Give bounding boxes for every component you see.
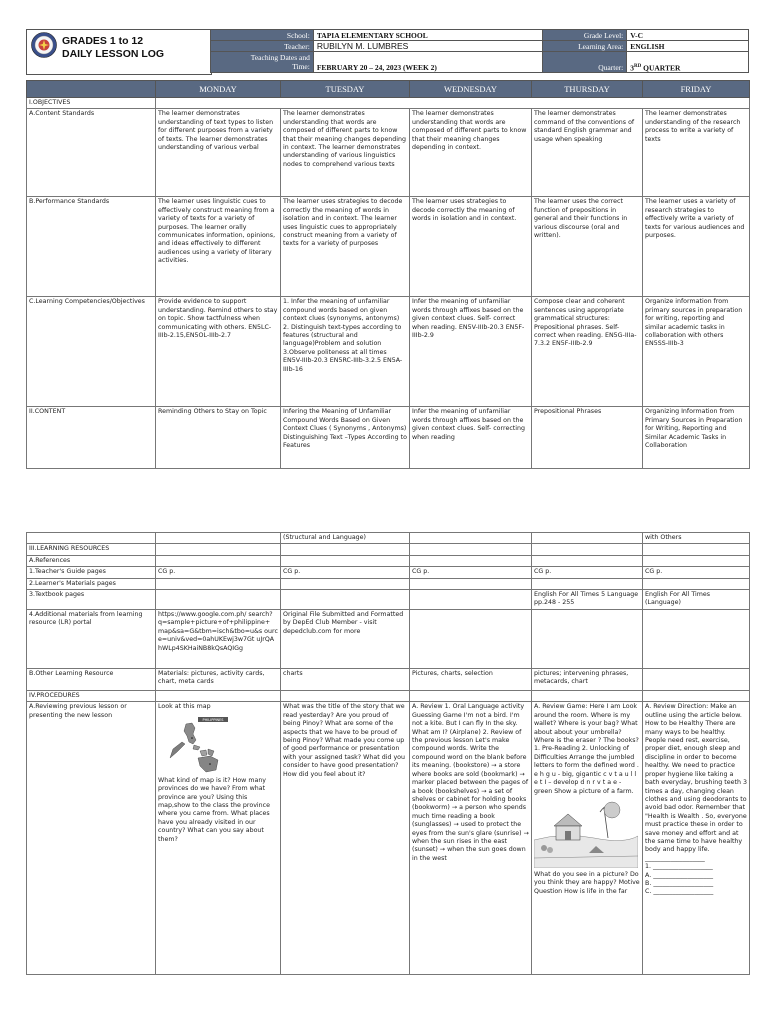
- review-tuesday: What was the title of the story that we read yesterday? Are you proud of being Pinoy? What are some of the aspects that we have to be proud of being Pinoy? What made you come up of good performance or presentation with your assigned task? What did you consider to have good presentation? How did you feel about it?: [281, 702, 410, 975]
- references-thursday: [532, 555, 643, 566]
- content-label: II.CONTENT: [27, 407, 156, 469]
- content-cont-tuesday: (Structural and Language): [281, 533, 410, 544]
- day-header-monday: MONDAY: [156, 81, 281, 98]
- other-resource-tuesday: charts: [281, 669, 410, 691]
- teacher-label: Teacher:: [211, 41, 314, 52]
- content-standards-monday: The learner demonstrates understanding of text types to listen for different purposes from a variety of texts. The learner demonstrates understanding of various verbal: [156, 109, 281, 197]
- resources-heading-thursday: [532, 544, 643, 555]
- content-cont-thursday: [532, 533, 643, 544]
- lr-wednesday: [410, 610, 532, 669]
- performance-standards-monday: The learner uses linguistic cues to effectively construct meaning from a variety of texts for a variety of purposes. The learner orally communicates information, opinions, and ideas effectively to different audiences using a variety of literary activities.: [156, 197, 281, 297]
- quarter-superscript: RD: [634, 63, 642, 69]
- content-monday: Reminding Others to Stay on Topic: [156, 407, 281, 469]
- content-standards-wednesday: The learner demonstrates understanding that words are composed of different parts to know that their meaning changes depending in context.: [410, 109, 532, 197]
- dates-label: [211, 52, 314, 73]
- other-resource-wednesday: Pictures, charts, selection: [410, 669, 532, 691]
- lm-friday: [643, 578, 750, 589]
- other-resource-thursday: pictures; intervening phrases, metacards, chart: [532, 669, 643, 691]
- objectives-heading: I.OBJECTIVES: [27, 98, 156, 109]
- performance-standards-wednesday: The learner uses strategies to decode correctly the meaning of words in isolation and in context.: [410, 197, 532, 297]
- friday-blank-2: A. ___________________: [645, 871, 714, 879]
- day-header-friday: FRIDAY: [643, 81, 750, 98]
- competencies-wednesday: Infer the meaning of unfamiliar words through affixes based on the given context clues. Self- correct when reading. EN5V-IIIb-20.3 EN5F-IIIb-2.9: [410, 297, 532, 407]
- lr-monday[interactable]: https://www.google.com.ph/ search? q=sample+picture+of+philippine+ map&sa=G&tbm=isch&tbo=u&s ource=univ&ved=0ahUKEwj3w7Gt uJrQAhWLp4SKHaiNB8kQsAQIGg: [156, 610, 281, 669]
- school-value: TAPIA ELEMENTARY SCHOOL: [313, 30, 543, 41]
- performance-standards-thursday: The learner uses the correct function of prepositions in general and their functions in various discourse (oral and written).: [532, 197, 643, 297]
- title-grades: GRADES 1 to 12: [62, 35, 144, 47]
- area-value: ENGLISH: [627, 41, 749, 52]
- review-friday: [643, 702, 750, 975]
- tb-friday: English For All Times (Language): [643, 590, 750, 610]
- corner-header: [27, 81, 156, 98]
- grade-value: V-C: [627, 30, 749, 41]
- deped-seal-icon: [31, 32, 57, 58]
- procedures-heading-thursday: [532, 691, 643, 702]
- lm-monday: [156, 578, 281, 589]
- lesson-grid-page2: [26, 532, 750, 975]
- procedures-heading-monday: [156, 691, 281, 702]
- farm-picture: [534, 798, 638, 868]
- other-resource-monday: Materials: pictures, activity cards, chart, meta cards: [156, 669, 281, 691]
- friday-blank-4: C. ___________________: [645, 888, 714, 896]
- grade-label: Grade Level:: [543, 30, 627, 41]
- content-standards-label: A.Content Standards: [27, 109, 156, 197]
- content-cont-friday: with Others: [643, 533, 750, 544]
- title-dll: DAILY LESSON LOG: [62, 48, 165, 60]
- lm-thursday: [532, 578, 643, 589]
- day-header-thursday: THURSDAY: [532, 81, 643, 98]
- content-cont-wednesday: [410, 533, 532, 544]
- resources-heading: III.LEARNING RESOURCES: [27, 544, 156, 555]
- content-standards-thursday: The learner demonstrates command of the conventions of standard English grammar and usage when speaking: [532, 109, 643, 197]
- content-wednesday: Infer the meaning of unfamiliar words through affixes based on the given context clues. Self- correcting when reading: [410, 407, 532, 469]
- area-label: Learning Area:: [543, 41, 627, 52]
- references-wednesday: [410, 555, 532, 566]
- quarter-label: Quarter:: [543, 52, 627, 73]
- quarter-value: [627, 52, 749, 73]
- lesson-grid-page1: [26, 80, 750, 469]
- friday-blank-3: B. ___________________: [645, 879, 714, 887]
- tg-wednesday: CG p.: [410, 567, 532, 578]
- content-cont-label: [27, 533, 156, 544]
- tg-thursday: CG p.: [532, 567, 643, 578]
- competencies-friday: Organize information from primary sources in preparation for writing, reporting and similar academic tasks in collaboration with others EN5SS-IIIb-3: [643, 297, 750, 407]
- lr-label: 4.Additional materials from learning resource (LR) portal: [27, 610, 156, 669]
- objectives-heading-span: [156, 98, 750, 109]
- day-header-wednesday: WEDNESDAY: [410, 81, 532, 98]
- review-thursday-bottom: What do you see in a picture? Do you think they are happy? Motive Question How is life in the far: [534, 870, 640, 895]
- performance-standards-friday: The learner uses a variety of research strategies to effectively write a variety of texts for various audiences and purposes.: [643, 197, 750, 297]
- content-cont-monday: [156, 533, 281, 544]
- other-resource-friday: [643, 669, 750, 691]
- procedures-heading: IV.PROCEDURES: [27, 691, 156, 702]
- content-standards-friday: The learner demonstrates understanding of the research process to write a variety of texts: [643, 109, 750, 197]
- friday-blank-1: 1. ___________________: [645, 863, 713, 871]
- content-tuesday: Infering the Meaning of Unfamiliar Compound Words Based on Given Context Clues ( Synonyms , Antonyms) Distinguishing Text –Types According to Features: [281, 407, 410, 469]
- lr-friday: [643, 610, 750, 669]
- review-friday-text: A. Review Direction: Make an outline using the article below. How to be Healthy There are many ways to be healthy. People need rest, exercise, proper diet, enough sleep and discipline in order to become healthy. We need to practice proper hygiene like taking a bath everyday, brushing teeth 3 times a day, changing clean clothes and using deodorants to avoid bad odor. Remember that "Health is Wealth . So, everyone must practice these in order to save money and effort and at the same time to have healthy body and happy life.: [645, 703, 747, 854]
- lm-wednesday: [410, 578, 532, 589]
- review-monday-questions: What kind of map is it? How many provinces do we have? From what province are you? Using this map,show to the class the province where you came from. What places have you already visited in our country? What can you say about them?: [158, 776, 270, 843]
- school-info-table: [210, 29, 749, 73]
- competencies-thursday: Compose clear and coherent sentences using appropriate grammatical structures: Prepositional phrases. Self- correct when reading. EN5G-IIIa-7.3.2 EN5F-IIIb-2.9: [532, 297, 643, 407]
- performance-standards-tuesday: The learner uses strategies to decode correctly the meaning of words in isolation and in context. The learner uses linguistic cues to appropriately construct meaning from a variety of texts for a variety of purposes: [281, 197, 410, 297]
- tb-tuesday: [281, 590, 410, 610]
- resources-heading-wednesday: [410, 544, 532, 555]
- other-resource-label: B.Other Learning Resource: [27, 669, 156, 691]
- quarter-number: 3: [630, 63, 635, 72]
- tg-label: 1.Teacher's Guide pages: [27, 567, 156, 578]
- performance-standards-label: B.Performance Standards: [27, 197, 156, 297]
- tg-monday: CG p.: [156, 567, 281, 578]
- dates-value: FEBRUARY 20 – 24, 2023 (WEEK 2): [313, 52, 543, 73]
- review-monday-intro: Look at this map: [158, 703, 211, 711]
- philippine-map-image: [158, 714, 258, 774]
- review-wednesday: A. Review 1. Oral Language activity Guessing Game I'm not a bird. I'm not a kite. But I can fly In the sky. What am I? (Airplane) 2. Review of the previous lesson Let's make compound words. Write the compound word on the blank before its meaning. (bookstore) → a store where books are sold (bookmark) → marker placed between the pages of a book (bookshelves) → a set of shelves or cabinet for holding books (bookworm) → a person who spends much time reading a book (sunglasses) → used to protect the eyes from the sun's glare (sunrise) → when the sun rises in the east (sunset) → when the sun goes down in the west: [410, 702, 532, 975]
- quarter-text: QUARTER: [643, 63, 681, 72]
- tb-wednesday: [410, 590, 532, 610]
- review-monday: [156, 702, 281, 975]
- friday-blank-0: ___________________: [645, 854, 705, 862]
- day-header-tuesday: TUESDAY: [281, 81, 410, 98]
- review-thursday-top: A. Review Game: Here I am Look around the room. Where is my wallet? Where is your bag? What about about your umbrella? Where is the eraser ? The books? 1. Pre-Reading 2. Unlocking of Difficulties Arrange the jumbled letters to form the defined word . e h g u - big, gigantic c v t a u l l e t I – develop d n r v t a e - green Show a picture of a farm.: [534, 703, 639, 795]
- review-label: A.Reviewing previous lesson or presenting the new lesson: [27, 702, 156, 975]
- map-caption: PHILIPPINES: [202, 717, 224, 722]
- references-tuesday: [281, 555, 410, 566]
- competencies-monday: Provide evidence to support understanding. Remind others to stay on topic. Show tactfulness when communicating with others. EN5LC-IIIb-2.15,EN5OL-IIIb-2.7: [156, 297, 281, 407]
- competencies-label: C.Learning Competencies/Objectives: [27, 297, 156, 407]
- teacher-value: RUBILYN M. LUMBRES: [313, 41, 543, 52]
- references-monday: [156, 555, 281, 566]
- lr-tuesday: Original File Submitted and Formatted by DepEd Club Member - visit depedclub.com for more: [281, 610, 410, 669]
- procedures-heading-wednesday: [410, 691, 532, 702]
- procedures-heading-friday: [643, 691, 750, 702]
- competencies-tuesday: 1. Infer the meaning of unfamiliar compound words based on given context clues (synonyms, antonyms) 2. Distinguish text-types according to features (structural and language)Problem and solution 3.Observe politeness at all times EN5V-IIIb-20.3 EN5RC-IIIb-3.2.5 EN5A-IIIb-16: [281, 297, 410, 407]
- procedures-heading-tuesday: [281, 691, 410, 702]
- lm-label: 2.Learner's Materials pages: [27, 578, 156, 589]
- tb-label: 3.Textbook pages: [27, 590, 156, 610]
- tb-thursday: English For All Times 5 Language pp.248 - 255: [532, 590, 643, 610]
- references-label: A.References: [27, 555, 156, 566]
- dates-label-line1: Teaching Dates and: [250, 53, 310, 62]
- resources-heading-friday: [643, 544, 750, 555]
- review-thursday: [532, 702, 643, 975]
- content-thursday: Prepositional Phrases: [532, 407, 643, 469]
- resources-heading-monday: [156, 544, 281, 555]
- references-friday: [643, 555, 750, 566]
- school-label: School:: [211, 30, 314, 41]
- lm-tuesday: [281, 578, 410, 589]
- content-friday: Organizing Information from Primary Sources in Preparation for Writing, Reporting and Similar Academic Tasks in Collaboration: [643, 407, 750, 469]
- lr-thursday: [532, 610, 643, 669]
- tg-tuesday: CG p.: [281, 567, 410, 578]
- content-standards-tuesday: The learner demonstrates understanding that words are composed of different parts to know that their meaning changes depending in context. The learner demonstrates understanding of various linguistics nodes to comprehend various texts: [281, 109, 410, 197]
- resources-heading-tuesday: [281, 544, 410, 555]
- tg-friday: CG p.: [643, 567, 750, 578]
- dates-label-line2: Time:: [292, 62, 310, 71]
- tb-monday: [156, 590, 281, 610]
